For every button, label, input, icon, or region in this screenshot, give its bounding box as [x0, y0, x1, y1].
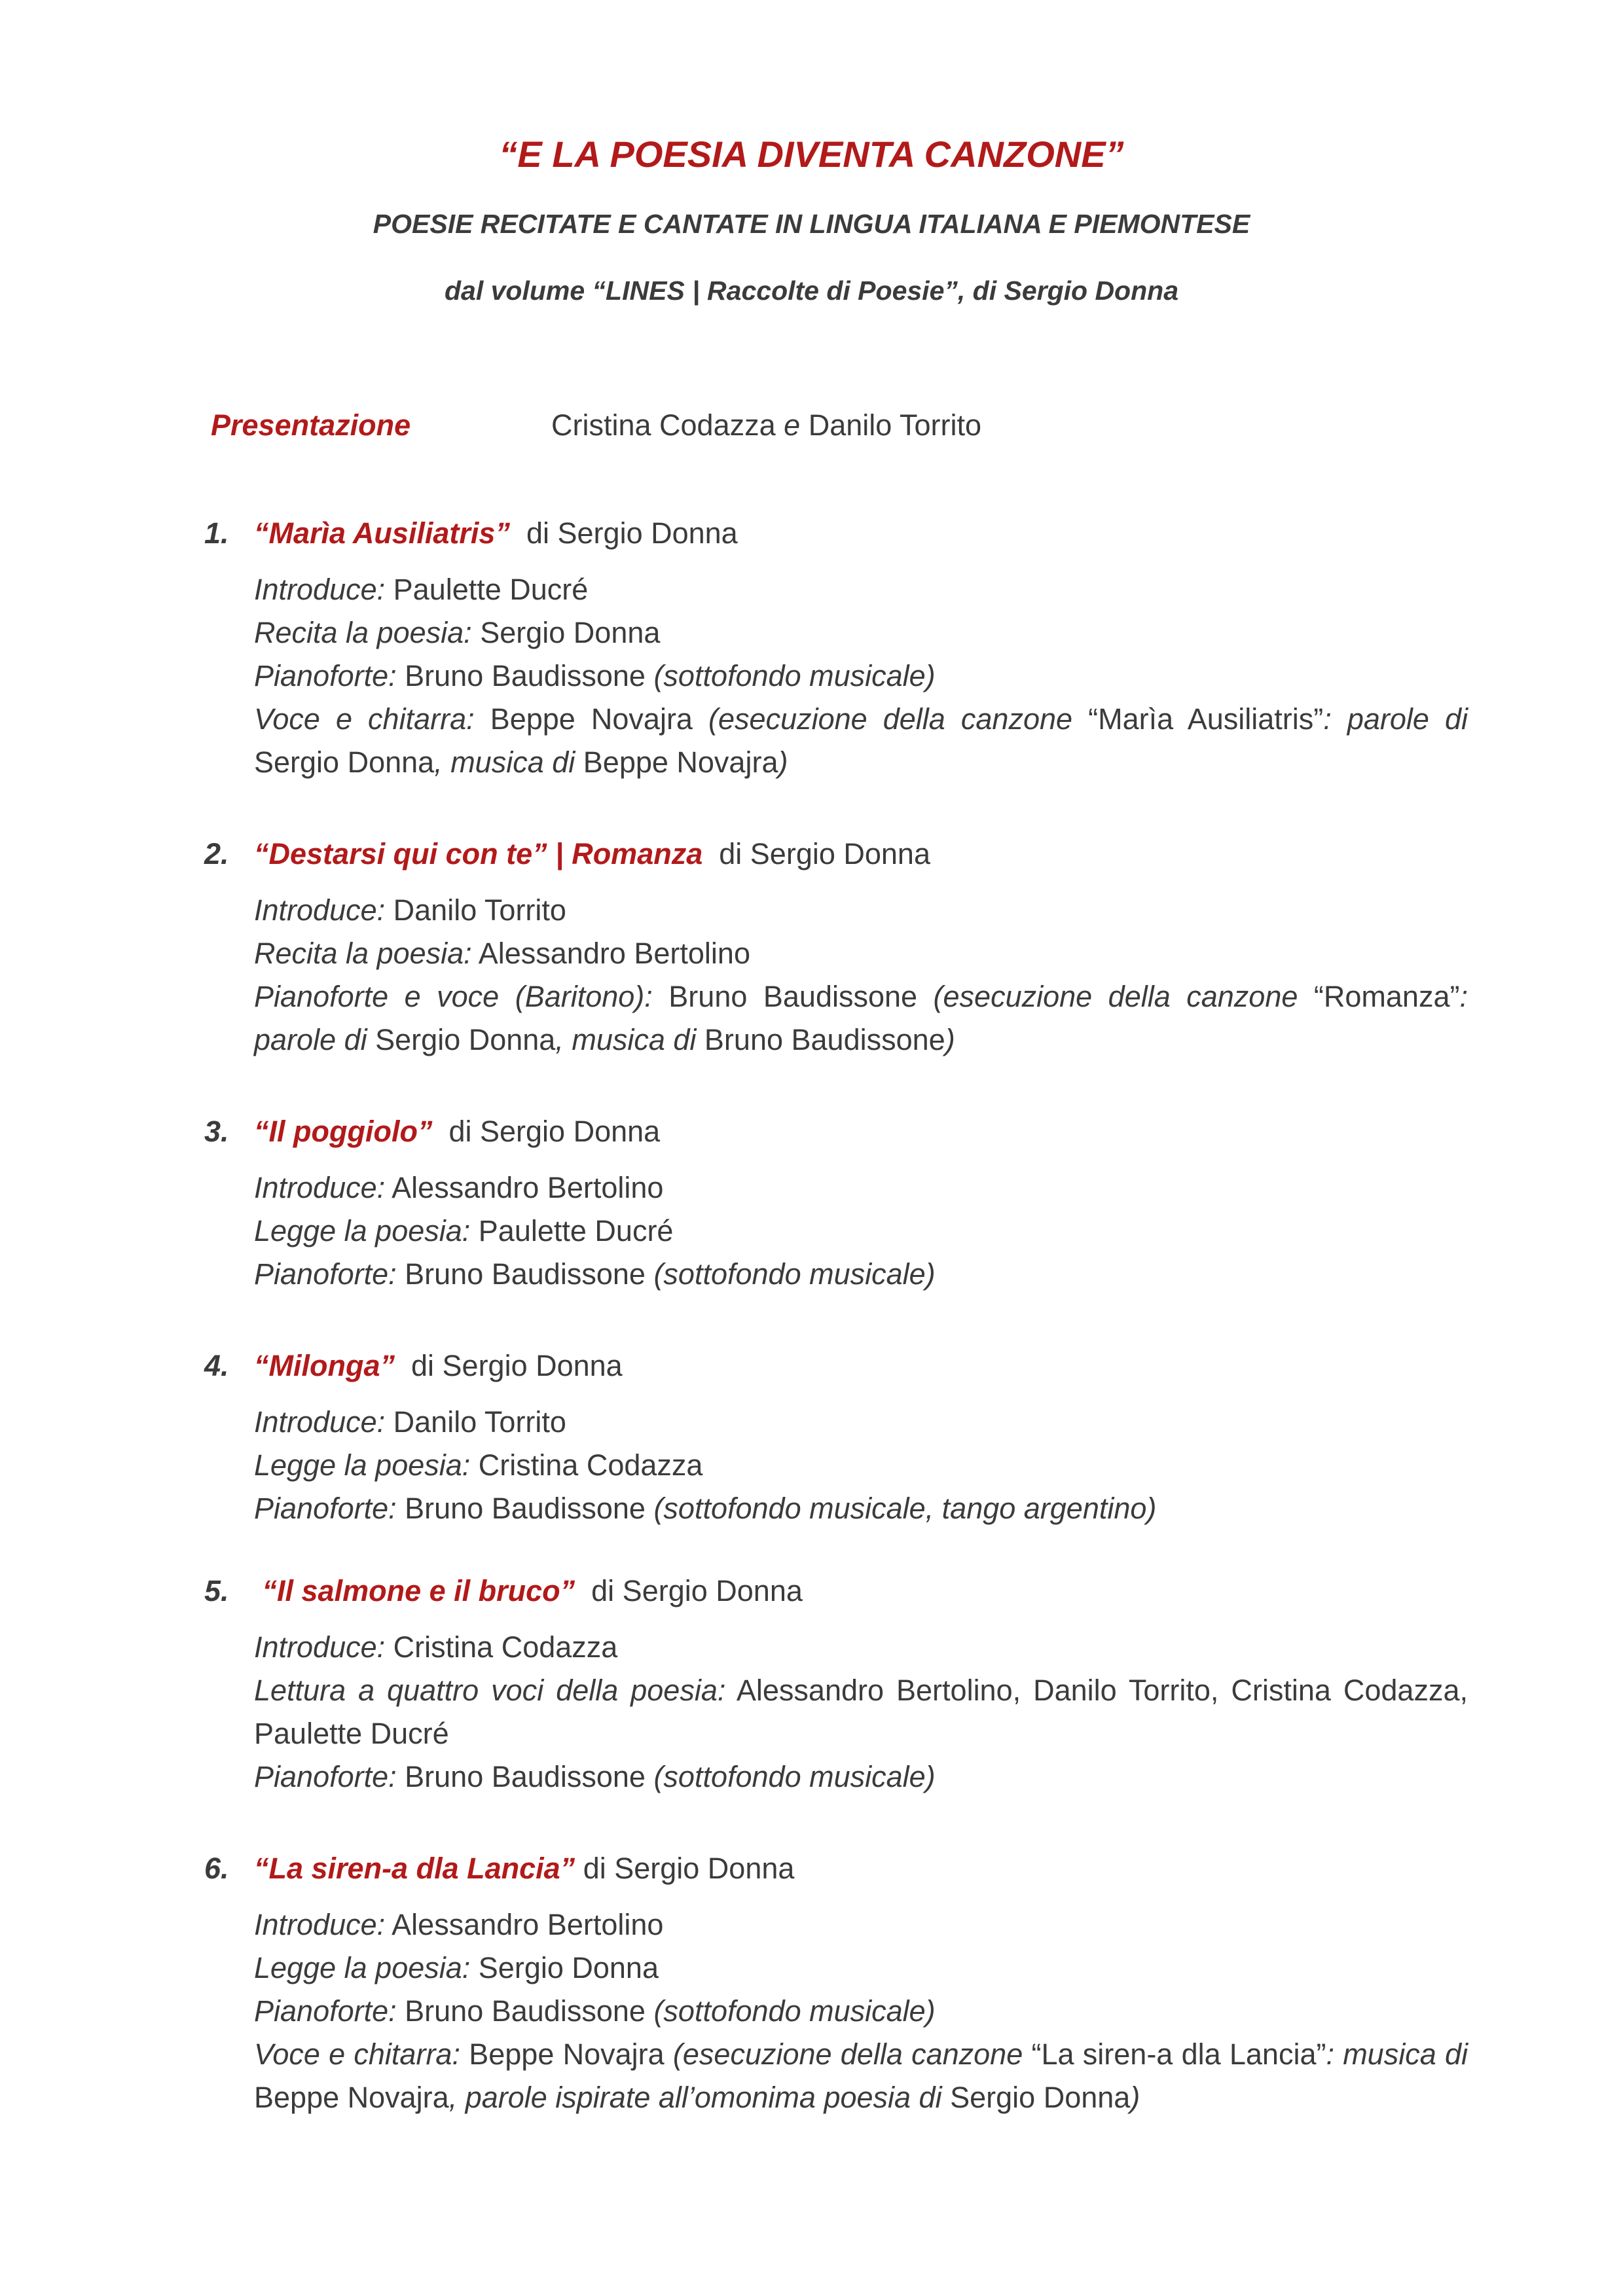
credit-note: , parole ispirate all’omonima poesia di [448, 2081, 942, 2114]
credit-role: Legge la poesia: [254, 1951, 471, 1984]
credit-line [254, 1253, 1468, 1296]
item-number: 2. [204, 837, 229, 870]
item-heading [204, 833, 1468, 876]
presenter-2: Danilo Torrito [808, 408, 982, 442]
credit-person: Bruno Baudissone [405, 1257, 646, 1291]
item-details [254, 568, 1468, 784]
credit-person: Bruno Baudissone [668, 980, 918, 1013]
credit-role: Pianoforte: [254, 1994, 397, 2028]
presentation-row [211, 404, 981, 446]
document-title: “E LA POESIA DIVENTA CANZONE” [499, 134, 1124, 175]
item-heading [204, 1847, 1468, 1890]
credit-note: ) [778, 745, 788, 779]
program-item [204, 833, 1468, 1110]
credit-role: Pianoforte: [254, 659, 397, 692]
credit-note: : parole di [1323, 702, 1468, 736]
credit-line [254, 1755, 1468, 1799]
program-item [204, 1344, 1468, 1570]
credit-line [254, 698, 1468, 784]
credit-person: Bruno Baudissone [405, 1492, 646, 1525]
credit-line [254, 611, 1468, 655]
item-details [254, 1903, 1468, 2119]
credit-line [254, 975, 1468, 1062]
credit-person: Cristina Codazza [393, 1630, 618, 1664]
item-details [254, 889, 1468, 1062]
credit-note: ) [945, 1023, 955, 1056]
lyricist: Sergio Donna [375, 1023, 556, 1056]
composer: Beppe Novajra [583, 745, 778, 779]
credit-role: Pianoforte: [254, 1492, 397, 1525]
credit-role: Introduce: [254, 1171, 386, 1204]
credit-line [254, 655, 1468, 698]
item-number: 6. [204, 1852, 229, 1885]
item-title: “Marìa Ausiliatris” [254, 516, 510, 550]
credit-role: Voce e chitarra: [254, 2037, 460, 2071]
credit-person: Danilo Torrito [393, 893, 566, 927]
credit-line [254, 1946, 1468, 1990]
credit-role: Pianoforte e voce (Baritono): [254, 980, 653, 1013]
item-title: “Il poggiolo” [254, 1115, 433, 1148]
item-heading [204, 1110, 1468, 1153]
presentation-label: Presentazione [211, 408, 411, 442]
credit-note: : parole di [254, 980, 1468, 1056]
credit-line [254, 1166, 1468, 1210]
presenter-conjunction: e [784, 408, 801, 442]
item-number: 4. [204, 1349, 229, 1382]
credit-role: Recita la poesia: [254, 616, 472, 649]
credit-line [254, 1626, 1468, 1669]
item-author: di Sergio Donna [583, 1852, 795, 1885]
credit-note: (esecuzione della canzone [933, 980, 1298, 1013]
credit-line [254, 1401, 1468, 1444]
item-heading [204, 1570, 1468, 1613]
credit-role: Introduce: [254, 893, 386, 927]
program-item [204, 512, 1468, 833]
item-details [254, 1626, 1468, 1799]
song-title: “La siren-a dla Lancia” [1031, 2037, 1326, 2071]
item-heading [204, 512, 1468, 555]
item-title: “Destarsi qui con te” | Romanza [254, 837, 703, 870]
credit-person: Paulette Ducré [393, 573, 589, 606]
credit-person: Sergio Donna [480, 616, 661, 649]
credit-note: , musica di [555, 1023, 697, 1056]
credit-note: , musica di [434, 745, 575, 779]
credit-note: (sottofondo musicale) [653, 1257, 936, 1291]
credit-note: (sottofondo musicale, tango argentino) [653, 1492, 1157, 1525]
credit-role: Introduce: [254, 1405, 386, 1439]
item-author: di Sergio Donna [448, 1115, 661, 1148]
credit-person: Alessandro Bertolino [392, 1908, 664, 1941]
item-author: di Sergio Donna [526, 516, 738, 550]
credit-note: : musica di [1326, 2037, 1468, 2071]
presentation-names [551, 408, 981, 442]
credit-person: Bruno Baudissone [405, 1760, 646, 1793]
item-heading [204, 1344, 1468, 1388]
song-title: “Romanza” [1313, 980, 1460, 1013]
credit-person: Beppe Novajra [490, 702, 693, 736]
item-title: “Il salmone e il bruco” [262, 1574, 575, 1607]
credit-person: Paulette Ducré [478, 1214, 674, 1247]
program-item [204, 1110, 1468, 1344]
credit-role: Introduce: [254, 573, 386, 606]
credit-note: (sottofondo musicale) [653, 1760, 936, 1793]
document-subtitle: POESIE RECITATE E CANTATE IN LINGUA ITALIANA E PIEMONTESE [373, 209, 1250, 239]
item-author: di Sergio Donna [719, 837, 930, 870]
credit-person: Beppe Novajra [469, 2037, 665, 2071]
credit-role: Pianoforte: [254, 1760, 397, 1793]
credit-role: Voce e chitarra: [254, 702, 475, 736]
credit-person: Bruno Baudissone [405, 1994, 646, 2028]
credit-line [254, 889, 1468, 932]
credit-person: Bruno Baudissone [405, 659, 646, 692]
credit-role: Recita la poesia: [254, 937, 472, 970]
item-number: 3. [204, 1115, 229, 1148]
credit-person: Alessandro Bertolino [478, 937, 750, 970]
item-details [254, 1401, 1468, 1530]
credit-role: Introduce: [254, 1630, 386, 1664]
presenter-1: Cristina Codazza [551, 408, 776, 442]
composer: Beppe Novajra [254, 2081, 449, 2114]
credit-line [254, 568, 1468, 611]
credit-role: Pianoforte: [254, 1257, 397, 1291]
program-list [204, 512, 1468, 2148]
item-author: di Sergio Donna [591, 1574, 803, 1607]
credit-line [254, 1990, 1468, 2033]
credit-person: Alessandro Bertolino, Danilo Torrito, Cristina Codazza, Paulette Ducré [254, 1674, 1468, 1750]
item-title: “Milonga” [254, 1349, 395, 1382]
composer: Bruno Baudissone [704, 1023, 945, 1056]
lyricist: Sergio Donna [254, 745, 435, 779]
credit-person: Cristina Codazza [478, 1448, 703, 1482]
program-item [204, 1847, 1468, 2148]
credit-note: (sottofondo musicale) [653, 1994, 936, 2028]
credit-line [254, 1669, 1468, 1755]
lyricist: Sergio Donna [950, 2081, 1131, 2114]
song-title: “Marìa Ausiliatris” [1088, 702, 1324, 736]
item-details [254, 1166, 1468, 1296]
credit-role: Legge la poesia: [254, 1448, 471, 1482]
document-source: dal volume “LINES | Raccolte di Poesie”, di Sergio Donna [445, 276, 1178, 306]
program-item [204, 1570, 1468, 1847]
item-title: “La siren-a dla Lancia” [254, 1852, 575, 1885]
credit-person: Sergio Donna [478, 1951, 659, 1984]
credit-note: (esecuzione della canzone [708, 702, 1073, 736]
credit-person: Alessandro Bertolino [392, 1171, 664, 1204]
credit-note: ) [1130, 2081, 1140, 2114]
credit-note: (sottofondo musicale) [653, 659, 936, 692]
credit-role: Legge la poesia: [254, 1214, 471, 1247]
credit-line [254, 2033, 1468, 2119]
credit-role: Introduce: [254, 1908, 386, 1941]
credit-role: Lettura a quattro voci della poesia: [254, 1674, 726, 1707]
credit-line [254, 1487, 1468, 1530]
credit-note: (esecuzione della canzone [672, 2037, 1023, 2071]
item-number: 5. [204, 1574, 229, 1607]
credit-person: Danilo Torrito [393, 1405, 566, 1439]
credit-line [254, 1903, 1468, 1946]
credit-line [254, 1210, 1468, 1253]
credit-line [254, 1444, 1468, 1487]
item-number: 1. [204, 516, 229, 550]
credit-line [254, 932, 1468, 975]
item-author: di Sergio Donna [411, 1349, 623, 1382]
